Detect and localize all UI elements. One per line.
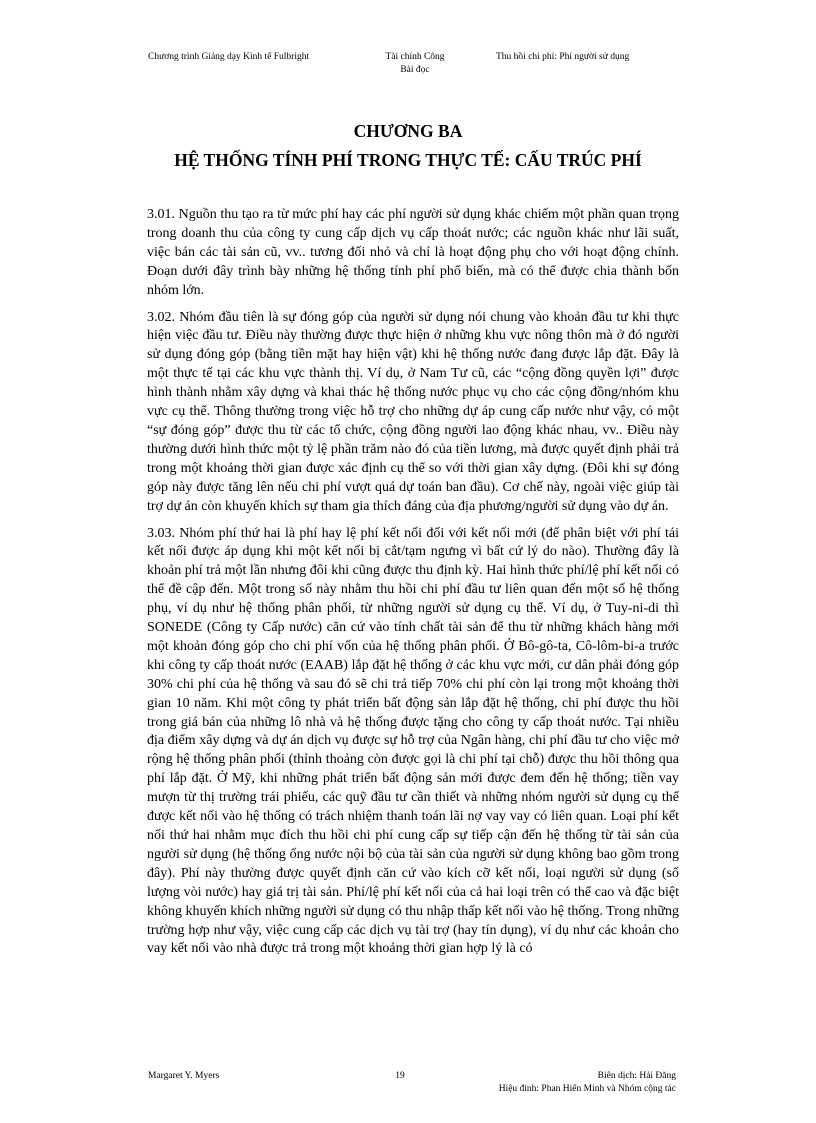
document-body [147,206,679,967]
paragraph-3-03: 3.03. Nhóm phí thứ hai là phí hay lệ phí kết nối đối với kết nối mới (để phân biệt với phí tái kết nối được áp dụng khi một kết nối bị cắt/tạm ngưng vì bất cứ lý do nào). Thường đây là khoản phí trả một lần nhưng đôi khi cũng được thu định kỳ. Hai hình thức phí/lệ phí kết nối có thể đề cập đến. Một trong số này nhằm thu hồi chi phí đầu tư liên quan đến một số hệ thống phụ, ví dụ như hệ thống phân phối, từ những người sử dụng cụ thể. Ví dụ, ở Tuy-ni-di thì SONEDE (Công ty Cấp nước) căn cứ vào tính chất tài sản để thu từ những khách hàng mới một khoản đóng góp cho chi phí vốn của hệ thống phân phối. Ở Bô-gô-ta, Cô-lôm-bi-a trước khi công ty cấp thoát nước (EAAB) lắp đặt hệ thống ở các khu vực mới, cư dân phải đóng góp 30% chi phí của hệ thống và sau đó sẽ chi trả tiếp 70% chi phí còn lại trong một khoảng thời gian 10 năm. Khi một công ty phát triển bất động sản lắp đặt hệ thống, chi phí được thu hồi trong giá bán của những lô nhà và hệ thống được tặng cho công ty cấp thoát nước. Tại nhiều địa điểm xây dựng và dự án dịch vụ được sự hỗ trợ của Ngân hàng, chi phí đầu tư cho việc mở rộng hệ thống phân phối (thỉnh thoảng còn được gọi là chi phí tại chỗ) được thu hồi thông qua phí lắp đặt. Ở Mỹ, khi những phát triển bất động sản mới được đem đến hệ thống; tiền vay mượn từ thị trường trái phiếu, các quỹ đầu tư cần thiết và những nhóm người sử dụng cụ thể được kết nối vào hệ thống có trách nhiệm thanh toán lãi nợ vay vay có liên quan. Loại phí kết nối thứ hai nhằm mục đích thu hồi chi phí cung cấp sự tiếp cận đến hệ thống từ tài sản của người sử dụng (hệ thống ống nước nội bộ của tài sản của người sử dụng không bao gồm trong đây). Phí này thường được quyết định căn cứ vào kích cỡ kết nối, loại người sử dụng (số lượng vòi nước) hay giá trị tài sản. Phí/lệ phí kết nối của cả hai loại trên có thể cao và đặc biệt không khuyến khích những người sử dụng có thu nhập thấp kết nối vào hệ thống. Trong những trường hợp như vậy, việc cung cấp các dịch vụ tài trợ (hay tín dụng), ví dụ như các khoản cho vay kết nối vào nhà được trả trong một khoảng thời gian hợp lý là có [147,525,679,957]
header-course-title: Tài chính Công [385,52,445,62]
paragraph-3-02: 3.02. Nhóm đầu tiên là sự đóng góp của người sử dụng nói chung vào khoản đầu tư khi thực hiện việc đầu tư. Điều này thường được thực hiện ở những khu vực nông thôn mà ở đó người sử dụng đóng góp (bằng tiền mặt hay hiện vật) khi hệ thống nước đang được lắp đặt. Đây là một thực tế tại các khu vực thành thị. Ví dụ, ở Nam Tư cũ, các “cộng đồng quyền lợi” được hình thành nhằm xây dựng và khai thác hệ thống nước phục vụ cho các cộng đồng/nhóm khu vực cụ thể. Thông thường trong việc hỗ trợ cho những dự áp cung cấp nước như vậy, có một “sự đóng góp” được thu từ các tổ chức, cộng đồng người lao động khác nhau, vv.. Điều này thường dưới hình thức một tỷ lệ phần trăm nào đó của tiền lương, mà được quyết định phải trả trong một khoảng thời gian được xác định cụ thể so với thời gian xây dựng. (Đôi khi sự đóng góp này được tăng lên nếu chi phí vượt quá dự toán ban đầu). Cơ chế này, ngoài việc giúp tài trợ dự án còn khuyến khích sự tham gia thích đáng của địa phương/người sử dụng vào dự án. [147,309,679,514]
page-number: 19 [395,1071,405,1081]
header-course-subtitle: Bài đọc [400,65,430,75]
header-course [360,51,470,77]
chapter-number: CHƯƠNG BA [353,121,463,141]
footer-author: Margaret Y. Myers [148,1071,220,1081]
paragraph-3-01: 3.01. Nguồn thu tạo ra từ mức phí hay các phí người sử dụng khác chiếm một phần quan trọng trong doanh thu của công ty cung cấp dịch vụ cấp thoát nước; các nguồn khác như lãi suất, việc bán các tài sản cũ, vv.. tương đối nhỏ và chỉ là hoạt động phụ cho với hoạt động chính. Đoạn dưới đây trình bày những hệ thống tính phí phổ biến, mà có thể được chia thành bốn nhóm lớn. [147,207,679,298]
header-program-name: Chương trình Giảng dạy Kinh tế Fulbright [148,52,310,62]
header-topic: Thu hồi chi phí: Phí người sử dụng [496,52,630,62]
footer-editor: Hiệu đính: Phan Hiển Minh và Nhóm cộng tác [498,1084,676,1094]
footer-credits [488,1070,676,1096]
footer-translator: Biên dịch: Hải Đăng [597,1071,676,1081]
chapter-title: HỆ THỐNG TÍNH PHÍ TRONG THỰC TẾ: CẤU TRÚC PHÍ [174,150,642,170]
